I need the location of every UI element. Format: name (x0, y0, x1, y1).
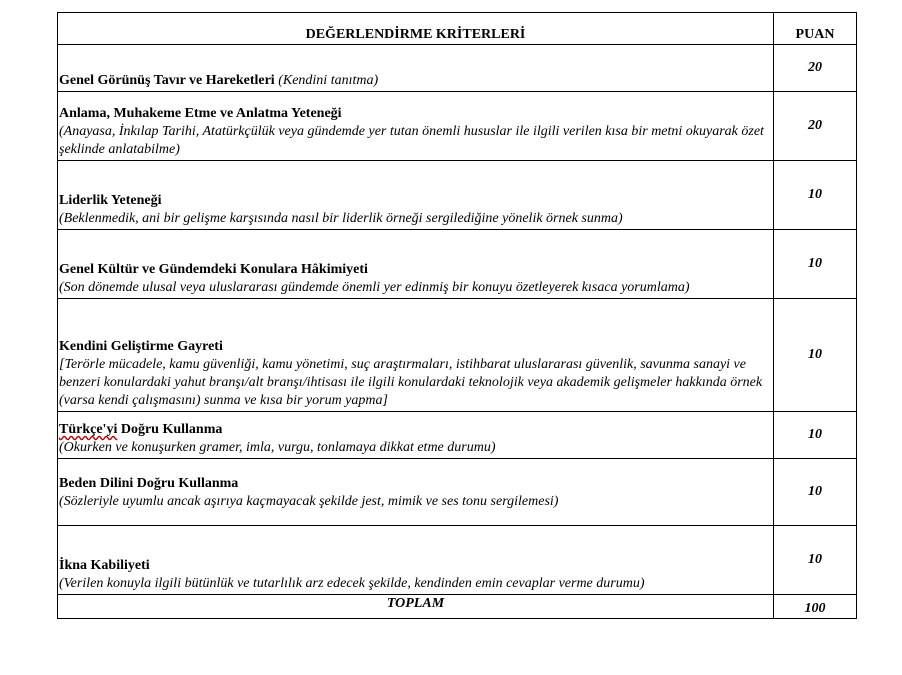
criterion-title-misspelled-word: Türkçe'yi (59, 422, 118, 437)
criterion-points: 10 (774, 412, 857, 459)
criterion-cell (58, 299, 774, 412)
table-row (58, 161, 857, 230)
total-row (58, 595, 857, 619)
table-row (58, 526, 857, 595)
criterion-title: İkna Kabiliyeti (59, 558, 150, 573)
table-header-row (58, 13, 857, 45)
criterion-description: (Son dönemde ulusal veya uluslararası gündemde önemli yer edinmiş bir konuyu özetleyerek kısaca yorumlama) (59, 280, 690, 295)
table-row (58, 92, 857, 161)
criterion-cell (58, 459, 774, 526)
table-row (58, 459, 857, 526)
evaluation-criteria-table (57, 12, 857, 619)
criterion-points: 20 (774, 45, 857, 92)
criterion-description: (Okurken ve konuşurken gramer, imla, vurgu, tonlamaya dikkat etme durumu) (59, 440, 496, 455)
criterion-title: Doğru Kullanma (117, 422, 223, 437)
criterion-points: 10 (774, 299, 857, 412)
criterion-description: (Sözleriyle uyumlu ancak aşırıya kaçmayacak şekilde jest, mimik ve ses tonu sergilemesi) (59, 494, 559, 509)
total-points: 100 (774, 595, 857, 619)
criterion-points: 10 (774, 230, 857, 299)
criterion-title: Liderlik Yeteneği (59, 193, 162, 208)
criterion-title: Anlama, Muhakeme Etme ve Anlatma Yeteneği (59, 106, 342, 121)
criterion-cell (58, 526, 774, 595)
criterion-cell (58, 161, 774, 230)
criterion-cell (58, 45, 774, 92)
criterion-description: (Verilen konuyla ilgili bütünlük ve tutarlılık arz edecek şekilde, kendinden emin cevaplar verme durumu) (59, 576, 645, 591)
table-row (58, 412, 857, 459)
criterion-description: [Terörle mücadele, kamu güvenliği, kamu yönetimi, suç araştırmaları, istihbarat uluslararası güvenlik, savunma sanayi ve benzeri konulardaki yahut branşı/alt branşı/ihtisası ile ilgili konulardaki teknolojik veya akademik gelişmeler hakkında örnek (varsa kendi çalışmasını) sunma ve kısa bir yorum yapma] (59, 357, 763, 408)
criterion-cell (58, 412, 774, 459)
table-row (58, 299, 857, 412)
table-row (58, 230, 857, 299)
criterion-title: Genel Görünüş Tavır ve Hareketleri (59, 73, 275, 88)
criterion-cell (58, 230, 774, 299)
criterion-points: 10 (774, 459, 857, 526)
criterion-cell (58, 92, 774, 161)
criterion-points: 10 (774, 161, 857, 230)
criterion-points: 20 (774, 92, 857, 161)
criterion-description: (Beklenmedik, ani bir gelişme karşısında nasıl bir liderlik örneği sergilediğine yönelik örnek sunma) (59, 211, 623, 226)
table-row (58, 45, 857, 92)
points-column-header: PUAN (774, 13, 857, 45)
criterion-title: Beden Dilini Doğru Kullanma (59, 476, 239, 491)
total-label: TOPLAM (58, 595, 774, 619)
criterion-description: (Anayasa, İnkılap Tarihi, Atatürkçülük veya gündemde yer tutan önemli hususlar ile ilgili verilen kısa bir metni okuyarak özet şeklinde anlatabilme) (59, 124, 764, 157)
criterion-description: (Kendini tanıtma) (274, 73, 379, 88)
criteria-column-header: DEĞERLENDİRME KRİTERLERİ (58, 13, 774, 45)
criterion-title: Kendini Geliştirme Gayreti (59, 339, 223, 354)
criterion-points: 10 (774, 526, 857, 595)
criterion-title: Genel Kültür ve Gündemdeki Konulara Hâkimiyeti (59, 262, 368, 277)
